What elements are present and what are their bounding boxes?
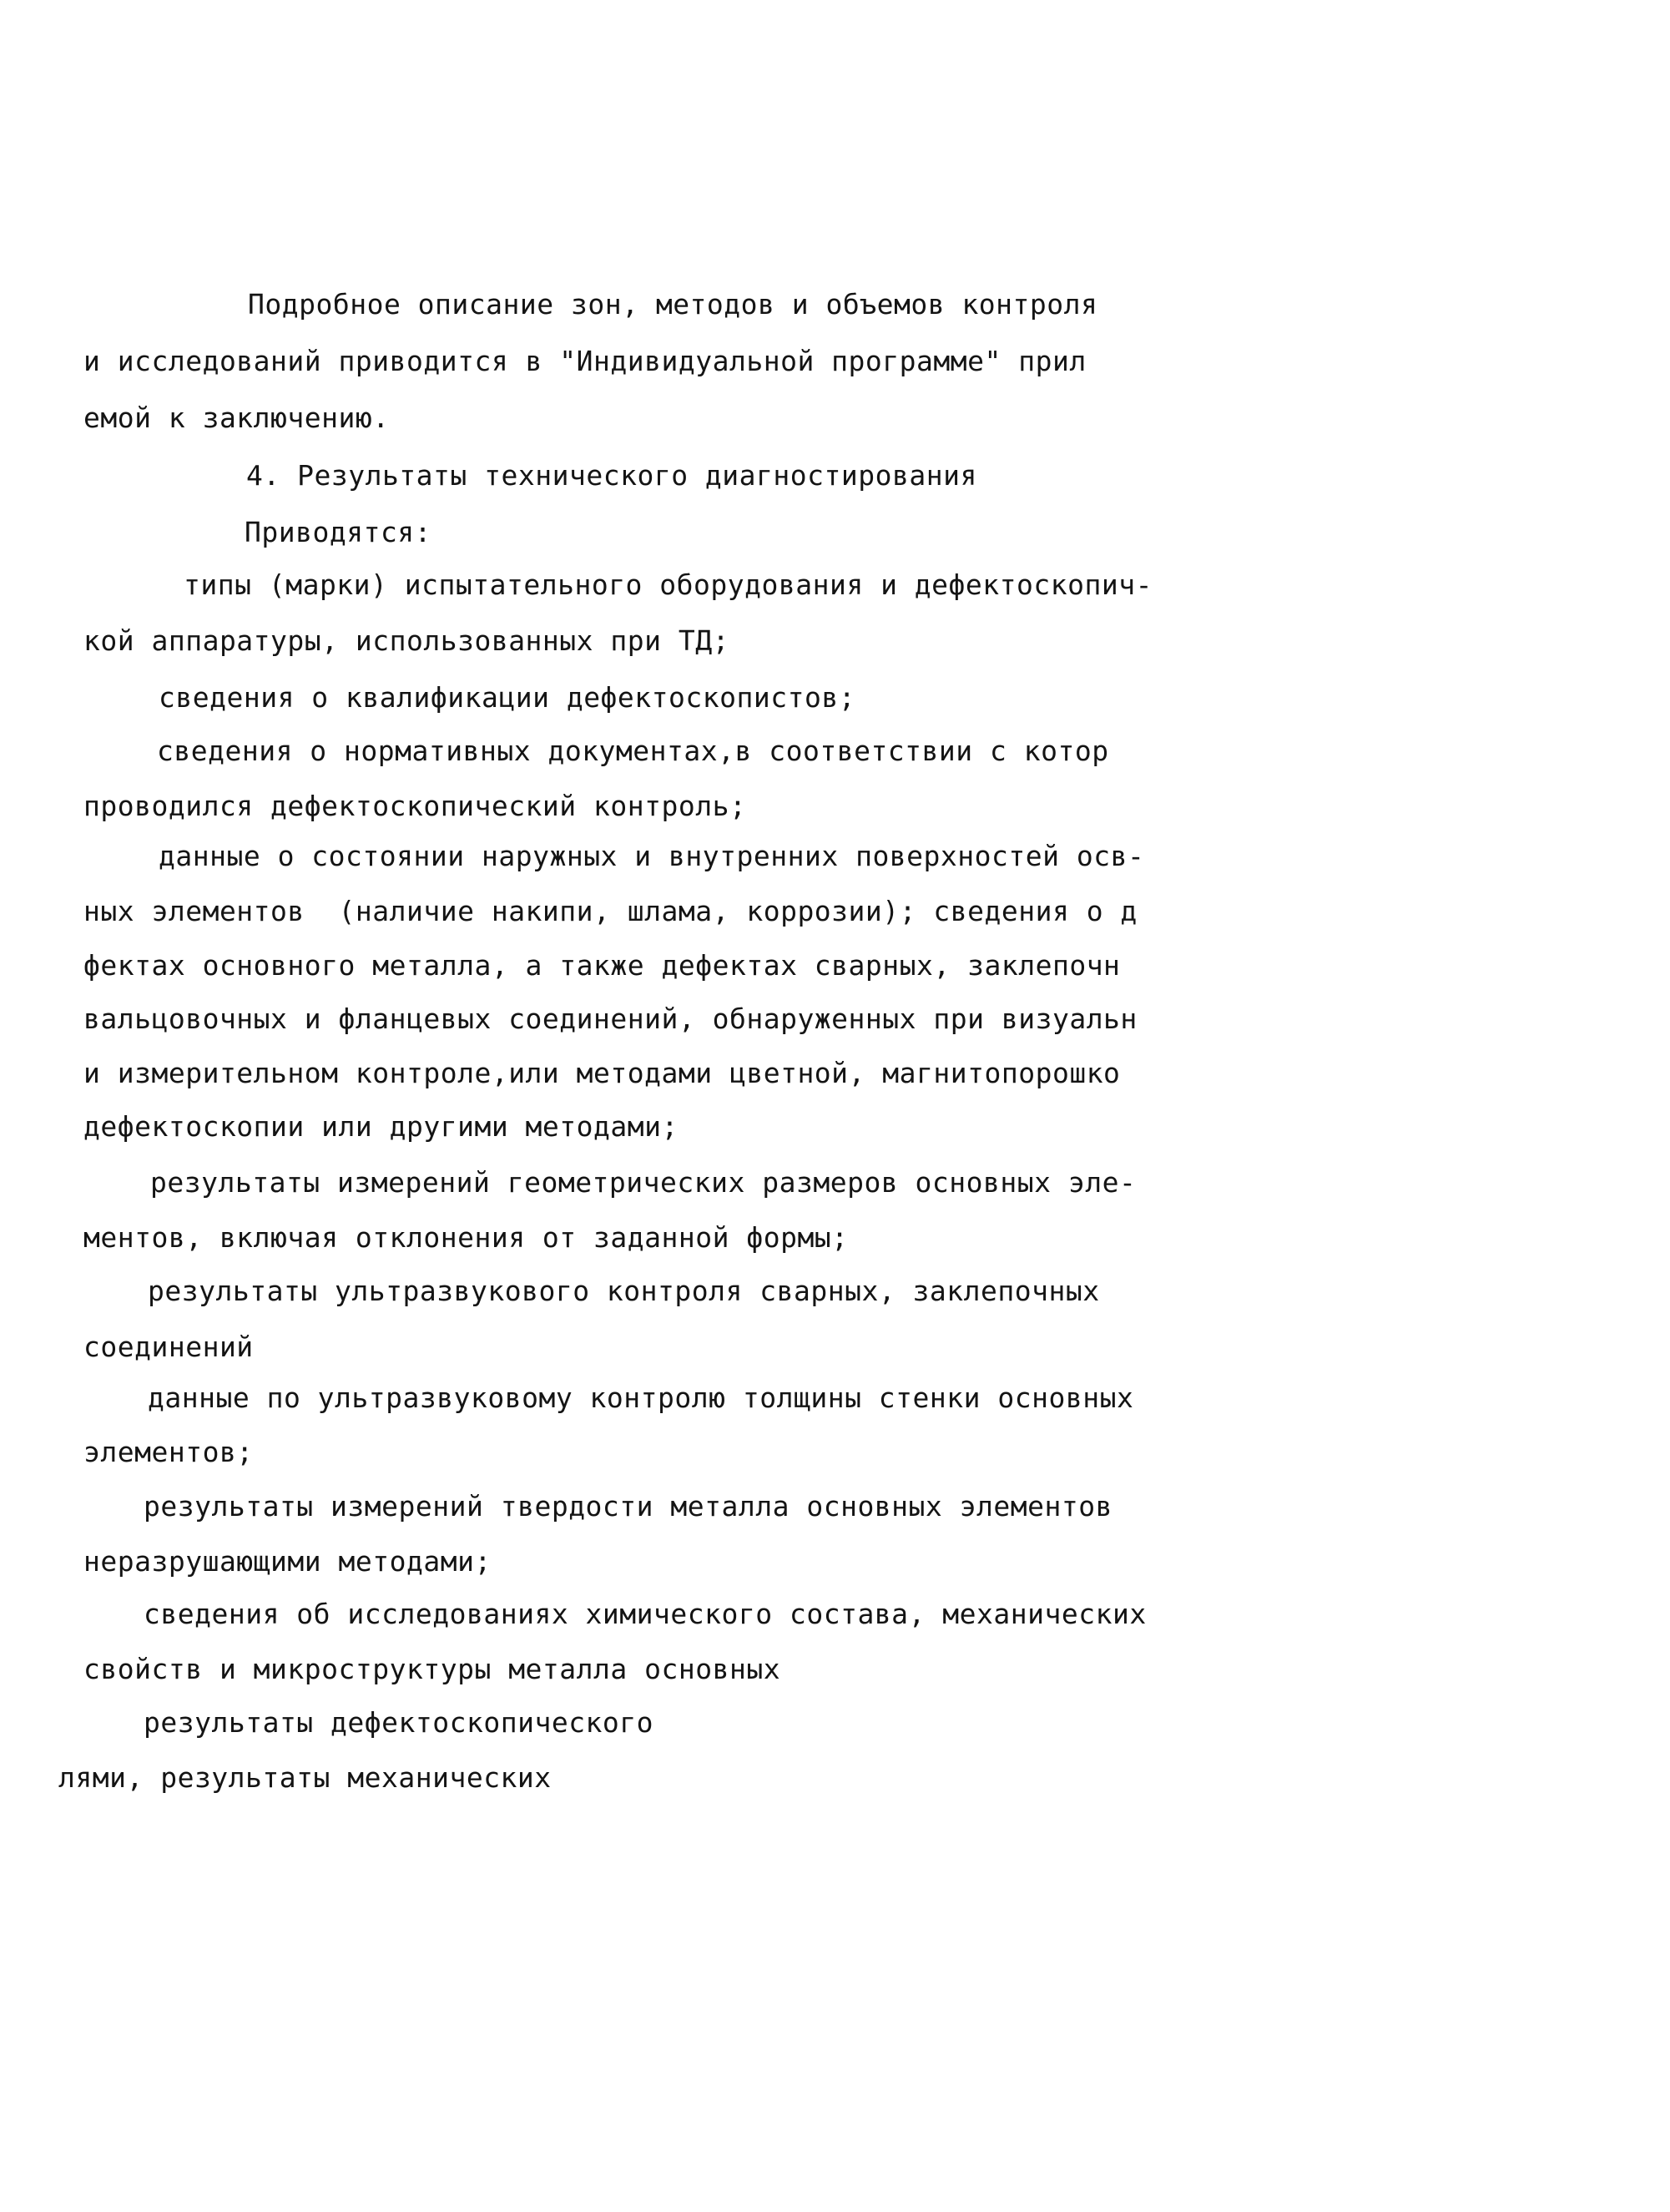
text-line: данные о состоянии наружных и внутренних поверхностей осв- bbox=[159, 840, 1145, 872]
text-line: Приводятся: bbox=[245, 516, 432, 548]
text-line: результаты дефектоскопического bbox=[144, 1706, 654, 1739]
text-line: лями, результаты механических bbox=[58, 1761, 552, 1794]
text-line: и исследований приводится в "Индивидуальной программе" прил bbox=[83, 345, 1087, 377]
text-line: фектах основного металла, а также дефектах сварных, заклепочн bbox=[83, 949, 1121, 982]
text-line: ментов, включая отклонения от заданной формы; bbox=[83, 1221, 849, 1254]
text-line: результаты ультразвукового контроля сварных, заклепочных bbox=[148, 1275, 1100, 1307]
text-line: емой к заключению. bbox=[83, 401, 390, 434]
section-heading: 4. Результаты технического диагностирования bbox=[246, 459, 977, 492]
text-line: вальцовочных и фланцевых соединений, обнаруженных при визуальн bbox=[83, 1002, 1138, 1035]
text-line: проводился дефектоскопический контроль; bbox=[83, 790, 747, 822]
text-line: дефектоскопии или другими методами; bbox=[83, 1110, 679, 1143]
text-line: соединений bbox=[83, 1331, 254, 1363]
text-line: типы (марки) испытательного оборудования и дефектоскопич- bbox=[184, 568, 1153, 601]
text-line: результаты измерений геометрических размеров основных эле- bbox=[150, 1166, 1137, 1199]
text-line: ных элементов (наличие накипи, шлама, коррозии); сведения о д bbox=[83, 895, 1138, 927]
text-line: Подробное описание зон, методов и объемов контроля bbox=[248, 288, 1098, 321]
text-line: неразрушающими методами; bbox=[83, 1545, 492, 1578]
text-line: результаты измерений твердости металла основных элементов bbox=[144, 1490, 1112, 1523]
text-line: кой аппаратуры, использованных при ТД; bbox=[83, 624, 729, 657]
text-line: сведения о нормативных документах,в соответствии с котор bbox=[157, 735, 1109, 767]
text-line: свойств и микроструктуры металла основных bbox=[83, 1653, 781, 1685]
text-line: данные по ультразвуковому контролю толщины стенки основных bbox=[148, 1381, 1134, 1414]
text-line: и измерительном контроле,или методами цветной, магнитопорошко bbox=[83, 1057, 1121, 1089]
text-line: сведения о квалификации дефектоскопистов; bbox=[159, 681, 856, 714]
text-line: сведения об исследованиях химического состава, механических bbox=[144, 1598, 1147, 1630]
text-line: элементов; bbox=[83, 1436, 254, 1468]
